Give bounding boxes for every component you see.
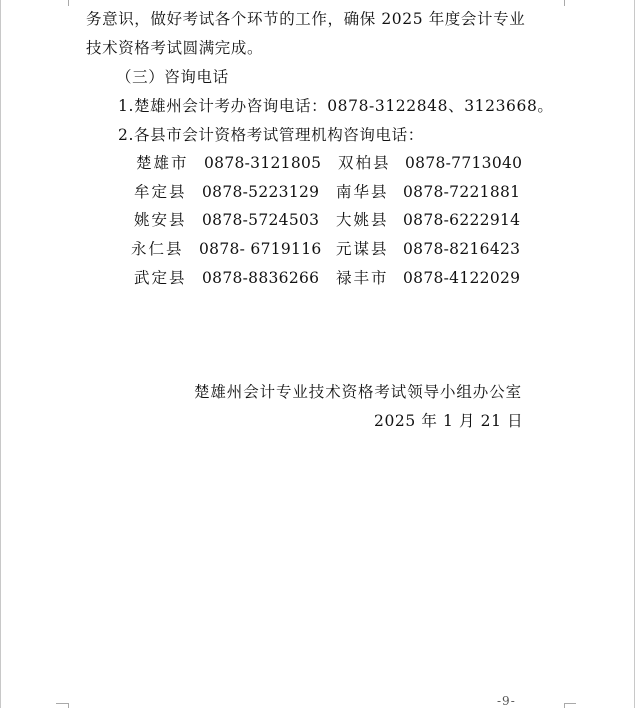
crop-mark-bottom-right-v [564,703,565,708]
county-name: 永仁县 [131,240,184,258]
page-left-edge [0,0,1,708]
phone-number: 0878-8836266 [202,269,320,287]
crop-mark-bottom-left-v [68,703,69,708]
phone-number: 0878-6222914 [403,211,521,229]
phone-number: 0878-3121805 [204,154,322,172]
phone-number: 0878-4122029 [403,269,521,287]
crop-mark-bottom-right-h [564,703,576,704]
phone-row [0,268,636,288]
phone-row [0,153,636,173]
phone-row [0,239,636,259]
county-name: 元谋县 [336,240,389,258]
phone-number: 0878- 6719116 [199,240,322,258]
phone-number: 0878-7221881 [403,183,521,201]
signature-organization: 楚雄州会计专业技术资格考试领导小组办公室 [194,383,523,401]
phone-number: 0878-5223129 [202,183,320,201]
phone-number: 0878-8216423 [403,240,521,258]
county-name: 双柏县 [338,154,391,172]
item-1: 1.楚雄州会计考办咨询电话：0878-3122848、3123668。 [118,97,554,115]
county-name: 牟定县 [134,183,187,201]
page-right-edge [634,0,635,708]
page-number: -9- [497,694,516,708]
paragraph-line: 务意识，做好考试各个环节的工作，确保 2025 年度会计专业 [86,10,526,28]
county-name: 武定县 [134,269,187,287]
signature-date: 2025 年 1 月 21 日 [374,412,524,430]
phone-row [0,210,636,230]
crop-mark-bottom-left-h [56,703,68,704]
county-name: 大姚县 [336,211,389,229]
section-heading: （三）咨询电话 [116,68,229,86]
crop-mark-top-left [68,0,69,6]
county-name: 楚雄市 [136,154,189,172]
phone-number: 0878-7713040 [405,154,523,172]
item-2: 2.各县市会计资格考试管理机构咨询电话： [118,126,424,144]
crop-mark-top-right [564,0,565,6]
phone-row [0,182,636,202]
paragraph-line: 技术资格考试圆满完成。 [86,39,264,57]
county-name: 姚安县 [134,211,187,229]
county-name: 南华县 [336,183,389,201]
phone-number: 0878-5724503 [202,211,320,229]
county-name: 禄丰市 [336,269,389,287]
